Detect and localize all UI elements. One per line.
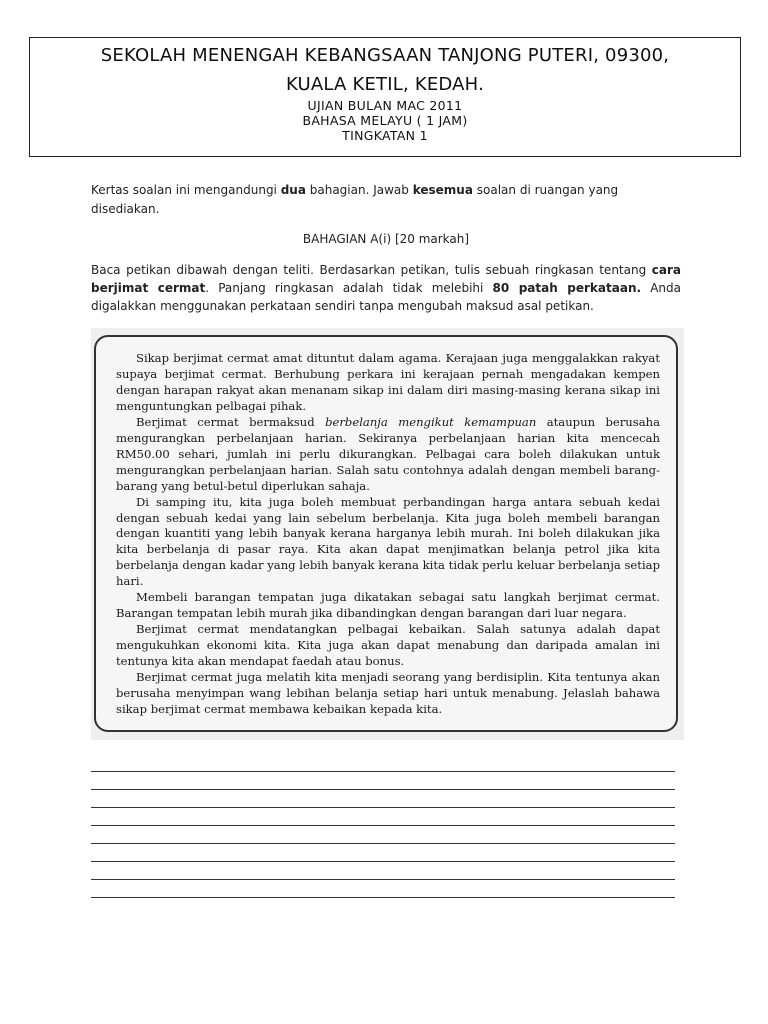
answer-line[interactable] (91, 771, 675, 772)
intro-text: Kertas soalan ini mengandungi dua bahagian. Jawab kesemua soalan di ruangan yang disediakan. (91, 183, 619, 216)
section-title: BAHAGIAN A(i) [20 markah] (302, 232, 470, 246)
answer-line[interactable] (91, 879, 675, 880)
answer-line[interactable] (91, 789, 675, 790)
passage-paragraph-6: Berjimat cermat juga melatih kita menjadi seorang yang berdisiplin. Kita tentunya akan berusaha menyimpan wang lebihan belanja setiap hari untuk menabung. Jelaslah bahawa sikap berjimat cermat membawa kebaikan kepada kita. (116, 670, 660, 716)
header-box (29, 37, 741, 157)
answer-line[interactable] (91, 897, 675, 898)
answer-lines (91, 771, 675, 915)
passage-paragraph-1: Sikap berjimat cermat amat dituntut dalam agama. Kerajaan juga menggalakkan rakyat supaya berjimat cermat. Berhubung perkara ini kerajaan pernah mengadakan kempen dengan harapan rakyat akan menanam sikap ini dalam diri masing-masing kerana sikap ini menguntungkan pelbagai pihak. (116, 351, 660, 413)
school-name-line1: SEKOLAH MENENGAH KEBANGSAAN TANJONG PUTERI, 09300, (100, 45, 670, 66)
exam-title: UJIAN BULAN MAC 2011 (307, 98, 463, 113)
passage-paragraph-4: Membeli barangan tempatan juga dikatakan sebagai satu langkah berjimat cermat. Barangan tempatan lebih murah jika dibandingkan dengan barangan dari luar negara. (116, 590, 660, 621)
answer-line[interactable] (91, 843, 675, 844)
instruction-text: Baca petikan dibawah dengan teliti. Berdasarkan petikan, tulis sebuah ringkasan tentang cara berjimat cermat. Panjang ringkasan adalah tidak melebihi 80 patah perkataan. Anda digalakkan menggunakan perkataan sendiri tanpa mengubah maksud asal petikan. (91, 263, 681, 313)
level-title: TINGKATAN 1 (342, 128, 428, 143)
passage-paragraph-2: Berjimat cermat bermaksud berbelanja mengikut kemampuan ataupun berusaha mengurangkan perbelanjaan harian. Sekiranya perbelanjaan harian kita mencecah RM50.00 sehari, jumlah ini perlu dikurangkan. Pelbagai cara boleh dilakukan untuk mengurangkan perbelanjaan harian. Salah satu contohnya adalah dengan membeli barang-barang yang betul-betul diperlukan sahaja. (116, 414, 660, 493)
passage-image (91, 328, 684, 740)
school-name-line2: KUALA KETIL, KEDAH. (285, 74, 484, 95)
passage-box (94, 335, 678, 732)
answer-line[interactable] (91, 825, 675, 826)
answer-line[interactable] (91, 807, 675, 808)
answer-line[interactable] (91, 861, 675, 862)
subject-title: BAHASA MELAYU ( 1 JAM) (302, 113, 468, 128)
passage-paragraph-5: Berjimat cermat mendatangkan pelbagai kebaikan. Salah satunya adalah dapat mengukuhkan ekonomi kita. Kita juga akan dapat menabung dan daripada amalan ini tentunya kita akan mendapat faedah atau bonus. (116, 622, 660, 669)
passage-paragraph-3: Di samping itu, kita juga boleh membuat perbandingan harga antara sebuah kedai dengan sebuah kedai yang lain sebelum berbelanja. Kita juga boleh membeli barangan dengan kuantiti yang lebih banyak kerana harganya lebih murah. Ini boleh dilakukan jika kita berbelanja di pasar raya. Kita akan dapat menjimatkan belanja petrol jika kita berbelanja dengan kadar yang lebih banyak kerana kita tidak perlu keluar berbelanja setiap hari. (116, 494, 660, 589)
